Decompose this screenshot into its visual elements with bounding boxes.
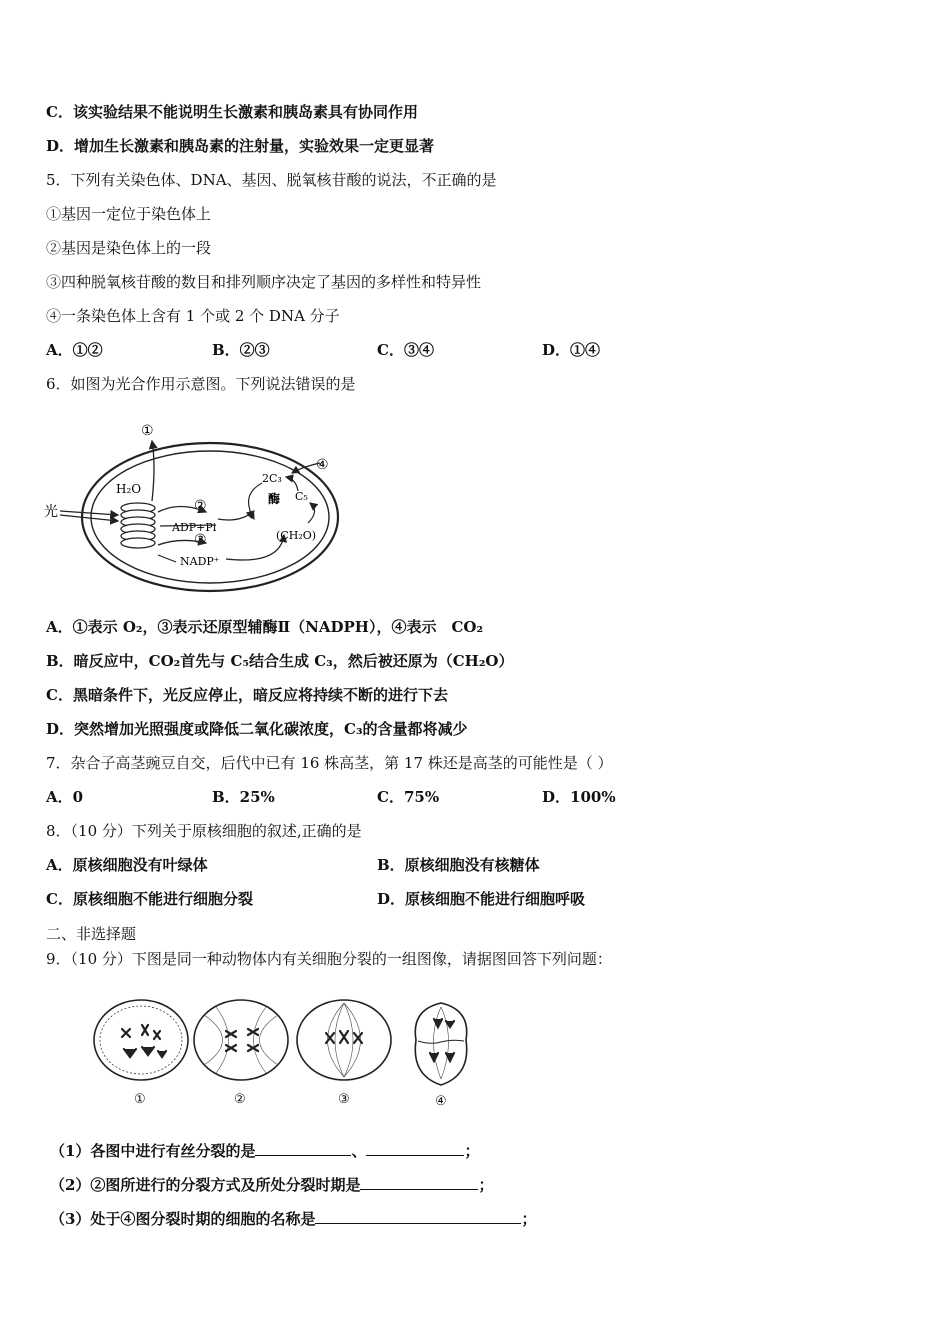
q9-part-1-text: （1）各图中进行有丝分裂的是	[50, 1142, 256, 1160]
marker-2: ②	[194, 498, 207, 514]
q9-part-3-end: ；	[521, 1210, 537, 1228]
q6-option-c: C．黑暗条件下，光反应停止，暗反应将持续不断的进行下去	[46, 686, 448, 704]
q9-part-2	[50, 1175, 493, 1195]
q7-option-d: D．100%	[542, 788, 616, 806]
q4-option-c: C．该实验结果不能说明生长激素和胰岛素具有协同作用	[46, 103, 418, 121]
q9-part-3-text: （3）处于④图分裂时期的细胞的名称是	[50, 1210, 316, 1228]
q5-statement-3: ③四种脱氧核苷酸的数目和排列顺序决定了基因的多样性和特异性	[46, 273, 482, 291]
q8-option-a: A．原核细胞没有叶绿体	[46, 856, 208, 874]
cell-3	[297, 1000, 391, 1080]
q5-option-b: B．②③	[212, 341, 270, 359]
cell-2	[194, 1000, 288, 1080]
cell-label-1: ①	[134, 1092, 146, 1107]
q6-option-b: B．暗反应中，CO₂首先与 C₅结合生成 C₃，然后被还原为（CH₂O）	[46, 652, 514, 670]
adp-pi-label: ADP+Pi	[172, 521, 217, 534]
photosynthesis-diagram	[40, 415, 360, 605]
grana-stack	[121, 503, 155, 548]
q9-part-1-end: ；	[464, 1142, 480, 1160]
q5-option-c: C．③④	[377, 341, 434, 359]
q7-stem: 7．杂合子高茎豌豆自交，后代中已有 16 株高茎，第 17 株还是高茎的可能性是（ ）	[46, 754, 613, 772]
q5-option-d: D．①④	[542, 341, 601, 359]
light-label: 光	[44, 504, 58, 520]
answer-blank-3[interactable]	[315, 1209, 521, 1224]
nadp-label: NADP⁺	[180, 555, 220, 568]
q7-option-b: B．25%	[212, 788, 275, 806]
q9-part-2-end: ；	[478, 1176, 494, 1194]
enzyme-label: 酶	[268, 492, 281, 506]
c3-label: 2C₃	[262, 472, 282, 485]
cell-label-2: ②	[234, 1092, 246, 1107]
q9-part-2-text: （2）②图所进行的分裂方式及所处分裂时期是	[50, 1176, 361, 1194]
cell-1	[94, 1000, 188, 1080]
q9-stem: 9．（10 分）下图是同一种动物体内有关细胞分裂的一组图像，请据图回答下列问题：	[46, 950, 612, 968]
q6-stem: 6．如图为光合作用示意图。下列说法错误的是	[46, 375, 356, 393]
marker-1: ①	[141, 423, 154, 439]
q5-option-a: A．①②	[46, 341, 103, 359]
q5-stem: 5．下列有关染色体、DNA、基因、脱氧核苷酸的说法，不正确的是	[46, 171, 497, 189]
q5-statement-2: ②基因是染色体上的一段	[46, 239, 212, 257]
cell-label-3: ③	[338, 1092, 350, 1107]
q7-option-a: A．0	[46, 788, 84, 806]
c5-label: C₅	[295, 490, 308, 503]
q8-option-d: D．原核细胞不能进行细胞呼吸	[377, 890, 586, 908]
water-label: H₂O	[116, 482, 142, 496]
q8-option-c: C．原核细胞不能进行细胞分裂	[46, 890, 253, 908]
ch2o-label: (CH₂O)	[276, 529, 317, 542]
q5-statement-4: ④一条染色体上含有 1 个或 2 个 DNA 分子	[46, 307, 340, 325]
q6-option-a: A．①表示 O₂，③表示还原型辅酶Ⅱ（NADPH），④表示 CO₂	[46, 618, 484, 636]
q9-part-1-sep: 、	[351, 1142, 367, 1160]
q9-part-1	[50, 1141, 479, 1161]
cell-label-4: ④	[435, 1094, 447, 1109]
q5-statement-1: ①基因一定位于染色体上	[46, 205, 212, 223]
answer-blank-1a[interactable]	[255, 1141, 351, 1156]
answer-blank-1b[interactable]	[366, 1141, 464, 1156]
marker-4: ④	[316, 457, 329, 473]
cell-division-figures	[86, 995, 496, 1115]
q7-option-c: C．75%	[377, 788, 440, 806]
q6-option-d: D．突然增加光照强度或降低二氧化碳浓度，C₃的含量都将减少	[46, 720, 468, 738]
answer-blank-2[interactable]	[360, 1175, 478, 1190]
section-heading: 二、非选择题	[46, 925, 137, 943]
q8-option-b: B．原核细胞没有核糖体	[377, 856, 540, 874]
marker-3: ③	[194, 532, 207, 548]
chloroplast-outer-membrane	[82, 443, 338, 591]
cell-4	[415, 1003, 466, 1085]
q9-part-3	[50, 1209, 536, 1229]
q8-stem: 8．（10 分）下列关于原核细胞的叙述,正确的是	[46, 822, 362, 840]
q4-option-d: D．增加生长激素和胰岛素的注射量，实验效果一定更显著	[46, 137, 435, 155]
